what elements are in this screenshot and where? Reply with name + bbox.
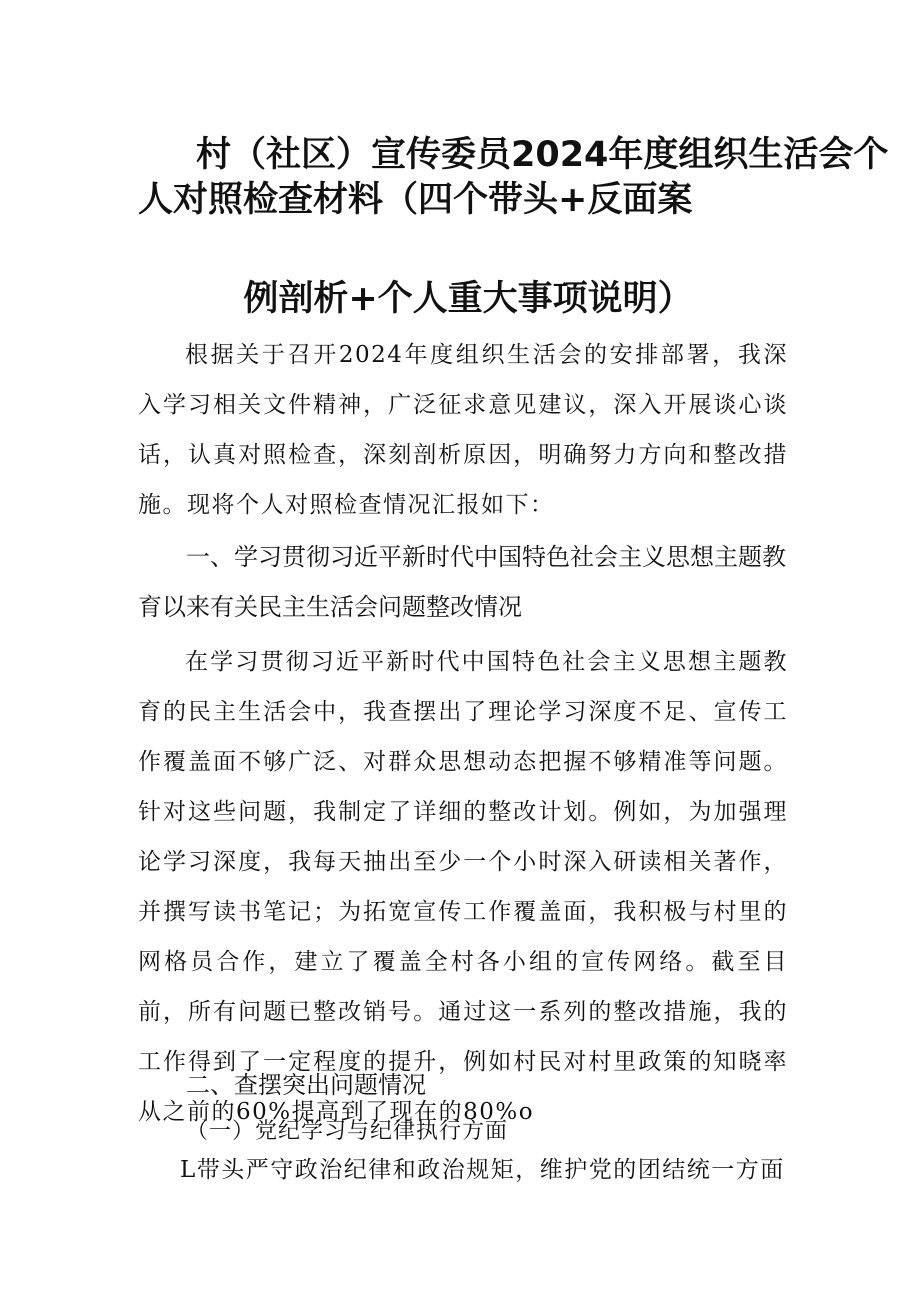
intro-paragraph: 根据关于召开2024年度组织生活会的安排部署，我深入学习相关文件精神，广泛征求意见建议，深入开展谈心谈话，认真对照检查，深刻剖析原因，明确努力方向和整改措施。现将个人对照检查情况汇报如下： (138, 342, 788, 518)
section-2-heading: 二、查摆突出问题情况 (186, 1071, 426, 1099)
document-title-line-3: 例剖析+个人重大事项说明） (243, 279, 693, 319)
section-1-heading: 一、学习贯彻习近平新时代中国特色社会主义思想主题教育以来有关民主生活会问题整改情况 (138, 543, 786, 621)
document-title-line-1: 村（社区）宣传委员2024年度组织生活会个 (196, 135, 889, 175)
item-1: L带头严守政治纪律和政治规矩，维护党的团结统一方面 (180, 1157, 785, 1183)
subsection-1-heading: （一）党纪学习与纪律执行方面 (186, 1119, 509, 1144)
section-1-paragraph: 在学习贯彻习近平新时代中国特色社会主义思想主题教育的民主生活会中，我查摆出了理论学习深度不足、宣传工作覆盖面不够广泛、对群众思想动态把握不够精准等问题。针对这些问题，我制定了详细的整改计划。例如，为加强理论学习深度，我每天抽出至少一个小时深入研读相关著作，并撰写读书笔记；为拓宽宣传工作覆盖面，我积极与村里的网格员合作，建立了覆盖全村各小组的宣传网络。截至目前，所有问题已整改销号。通过这一系列的整改措施，我的工作得到了一定程度的提升，例如村民对村里政策的知晓率从之前的60%提高到了现在的80%o (138, 649, 788, 1125)
document-title-line-2: 人对照检查材料（四个带头+反面案 (138, 180, 693, 220)
